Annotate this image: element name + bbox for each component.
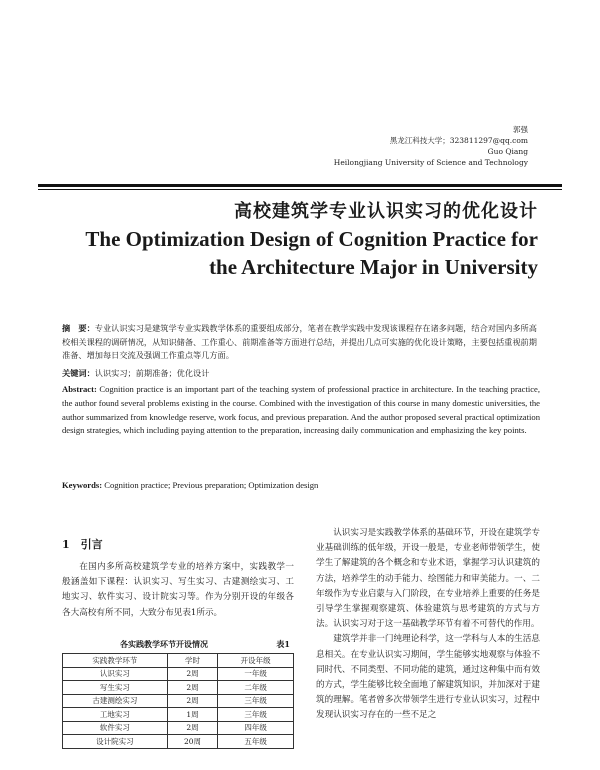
header-rule [38, 184, 562, 187]
abstract-en [62, 383, 540, 438]
section-heading: 1 引言 [62, 538, 103, 551]
title-en-line1: The Optimization Design of Cognition Practice for [85, 227, 538, 251]
author-affiliation-en: Heilongjiang University of Science and Technology [333, 158, 528, 167]
right-paragraph-2: 建筑学并非一门纯理论科学，这一学科与人本的生活息息相关。在专业认识实习期间，学生能够实地观察与体验不同时代、不同类型、不同功能的建筑，通过这种集中而有效的方式，学生能够比较全面地了解建筑知识，并加深对于建筑的理解。笔者曾多次带领学生进行专业认识实习，过程中发现认识实习存在的一些不足之 [316, 634, 540, 721]
table-cell: 2周 [167, 667, 218, 681]
table-row [63, 694, 294, 708]
table-cell: 2周 [167, 681, 218, 695]
table-cell: 认识实习 [63, 667, 168, 681]
right-paragraph-1: 认识实习是实践教学体系的基础环节，开设在建筑学专业基础训练的低年级，开设一般是，专业老师带领学生，使学生了解建筑的各个概念和专业术语，掌握学习认识建筑的方法，培养学生的动手能力、绘图能力和审美能力。一、二年级作为专业启蒙与入门阶段，在专业培养上重要的任务是引导学生掌握观察建筑、体验建筑与思考建筑的方式与方法。认识实习对于这一基础教学环节有着不可替代的作用。 [316, 528, 540, 630]
keywords-cn [62, 367, 540, 381]
abstract-cn-label: 摘 要： [62, 323, 95, 333]
table-cell: 工地实习 [63, 708, 168, 722]
table-cell: 20周 [167, 735, 218, 749]
right-column [316, 526, 540, 766]
table-row [63, 708, 294, 722]
abstract-en-label: Abstract: [62, 384, 97, 394]
table-row [63, 735, 294, 749]
table-header-cell: 学时 [167, 654, 218, 668]
table-cell: 古建测绘实习 [63, 694, 168, 708]
abstract-cn-text: 专业认识实习是建筑学专业实践教学体系的重要组成部分，笔者在教学实践中发现该课程存在诸多问题，结合对国内多所高校相关课程的调研情况，从知识储备、工作重心、前期准备等方面进行总结，并提出几点可实施的优化设计策略，主要包括重视前期准备、增加每日交流及强调工作重点等几方面。 [62, 323, 537, 360]
author-name-en: Guo Qiang [487, 147, 528, 156]
table-cell: 软件实习 [63, 721, 168, 735]
abstract-cn [62, 322, 540, 363]
author-block [334, 124, 528, 168]
table-cell: 五年级 [218, 735, 294, 749]
keywords-en [62, 480, 318, 490]
table-cell: 三年级 [218, 694, 294, 708]
left-paragraph: 在国内多所高校建筑学专业的培养方案中，实践教学一般涵盖如下课程：认识实习、写生实习、古建测绘实习、工地实习、软件实习、设计院实习等。作为分别开设的年级各各大高校有所不同，大致分布见表1所示。 [62, 562, 294, 618]
abstract-en-text: Cognition practice is an important part of the teaching system of professional practice in architecture. In the teaching practice, the author found several problems existing in the course. Combined with the investigation of this course in many domestic universities, the author summarized from knowledge reserve, work focus, and previous preparation. And the author proposed several practical optimization design strategies, which including paying attention to the preparation, increasing daily communication and emphasizing the key points. [62, 384, 541, 436]
table-cell: 2周 [167, 721, 218, 735]
author-name-cn: 郭强 [513, 125, 528, 134]
keywords-cn-text: 认识实习；前期准备；优化设计 [94, 368, 210, 378]
table-row [63, 681, 294, 695]
title-en-line2: the Architecture Major in University [209, 255, 538, 279]
table-cell: 设计院实习 [63, 735, 168, 749]
table-cell: 1周 [167, 708, 218, 722]
table-cell: 写生实习 [63, 681, 168, 695]
table-cell: 二年级 [218, 681, 294, 695]
table-header-row [63, 654, 294, 668]
course-table [62, 653, 294, 749]
table-caption [120, 639, 290, 650]
keywords-en-text: Cognition practice; Previous preparation; Optimization design [104, 480, 319, 490]
table-row [63, 721, 294, 735]
keywords-cn-label: 关键词： [62, 368, 95, 378]
author-affiliation-cn: 黑龙江科技大学；323811297@qq.com [389, 136, 528, 145]
keywords-en-label: Keywords: [62, 480, 103, 490]
table-cell: 一年级 [218, 667, 294, 681]
table-label: 表1 [276, 639, 290, 649]
header-rule-thin [38, 189, 562, 190]
table-cell: 四年级 [218, 721, 294, 735]
table-cell: 2周 [167, 694, 218, 708]
title-cn: 高校建筑学专业认识实习的优化设计 [234, 201, 538, 222]
table-caption-text: 各实践教学环节开设情况 [120, 639, 208, 649]
table-row [63, 667, 294, 681]
table-header-cell: 开设年级 [218, 654, 294, 668]
table-header-cell: 实践教学环节 [63, 654, 168, 668]
table-cell: 三年级 [218, 708, 294, 722]
